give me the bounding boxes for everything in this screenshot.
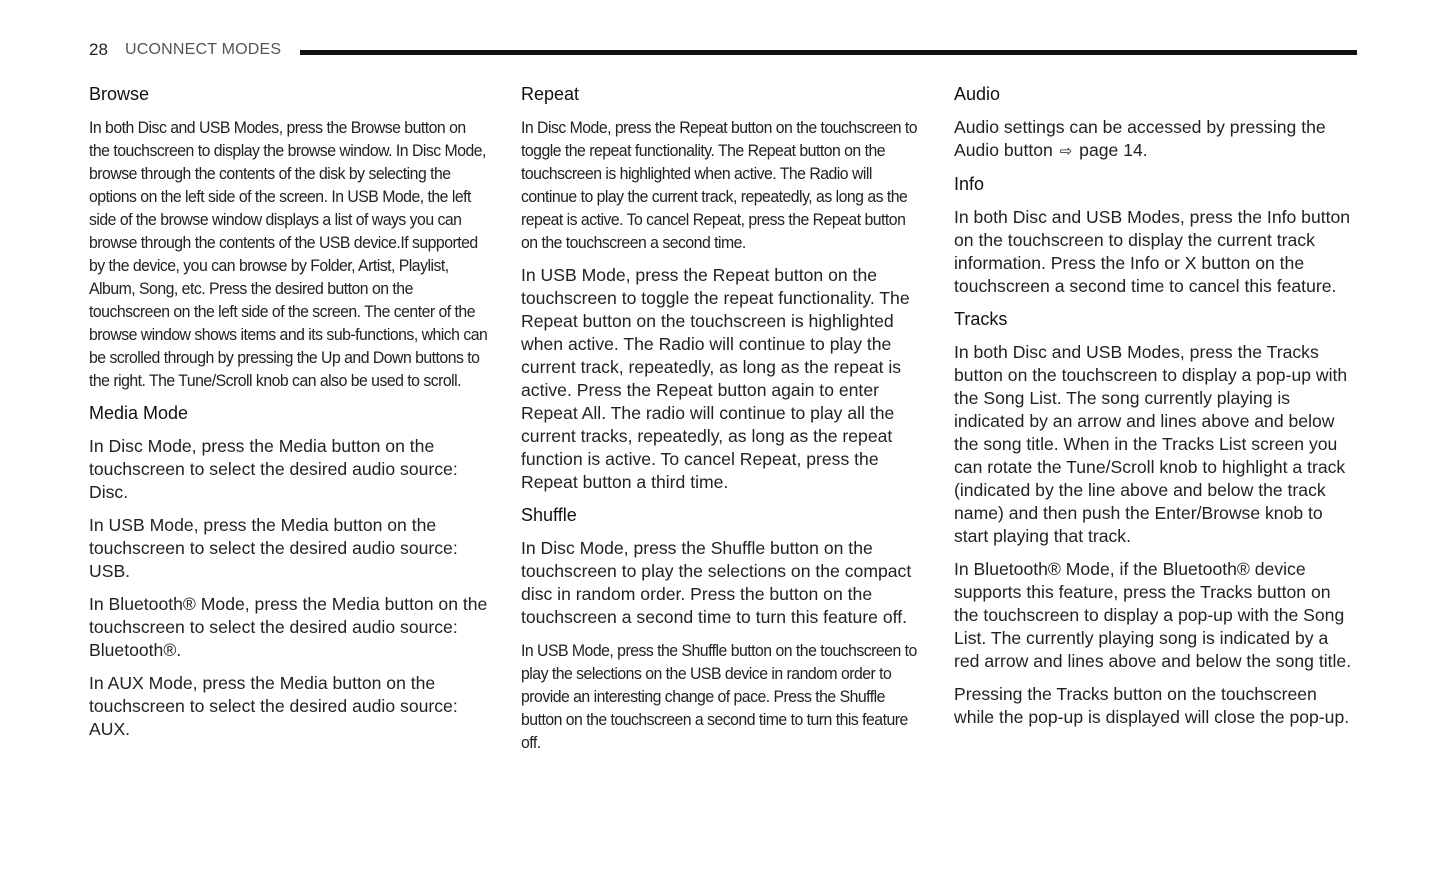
media-mode-heading: Media Mode [89,403,189,423]
media-bluetooth-paragraph: In Bluetooth® Mode, press the Media button on the touchscreen to select the desired audio source: Bluetooth®. [89,594,488,660]
page-reference-arrow-icon: ⇨ [1059,143,1073,160]
header-rule [300,50,1357,55]
audio-heading: Audio [954,84,1001,104]
tracks-heading: Tracks [954,309,1008,329]
column-right [954,83,1354,739]
shuffle-heading: Shuffle [521,505,577,525]
repeat-disc-paragraph: In Disc Mode, press the Repeat button on the touchscreen to toggle the repeat functionality. The Repeat button on the touchscreen is highlighted when active. The Radio will continue to play the current track, repeatedly, as long as the repeat is active. To cancel Repeat, press the Repeat button on the touchscreen a second time. [521,118,918,252]
audio-text: Audio settings can be accessed by pressing the Audio button [954,117,1326,160]
media-disc-paragraph: In Disc Mode, press the Media button on the touchscreen to select the desired audio source: Disc. [89,436,458,502]
shuffle-usb-paragraph: In USB Mode, press the Shuffle button on the touchscreen to play the selections on the USB device in random order to provide an interesting change of pace. Press the Shuffle button on the touchscreen a second time to turn this feature off. [521,641,917,752]
info-heading: Info [954,174,985,194]
repeat-heading: Repeat [521,84,580,104]
column-left [89,83,489,751]
page-number: 28 [89,40,108,59]
media-usb-paragraph: In USB Mode, press the Media button on the touchscreen to select the desired audio source: USB. [89,515,458,581]
media-aux-paragraph: In AUX Mode, press the Media button on the touchscreen to select the desired audio source: AUX. [89,673,458,739]
audio-paragraph [954,116,1354,163]
shuffle-disc-paragraph: In Disc Mode, press the Shuffle button on the touchscreen to play the selections on the compact disc in random order. Press the button on the touchscreen a second time to turn this feature off. [521,538,912,627]
tracks-close-paragraph: Pressing the Tracks button on the touchscreen while the pop-up is displayed will close the pop-up. [954,684,1350,727]
repeat-usb-paragraph: In USB Mode, press the Repeat button on the touchscreen to toggle the repeat functionality. The Repeat button on the touchscreen is highlighted when active. The Radio will continue to play the current track, repeatedly, as long as the repeat is active. Press the Repeat button again to enter Repeat All. The radio will continue to play all the current tracks, repeatedly, as long as the repeat function is active. To cancel Repeat, press the Repeat button a third time. [521,265,910,492]
info-paragraph: In both Disc and USB Modes, press the Info button on the touchscreen to display the current track information. Press the Info or X button on the touchscreen a second time to cancel this feature. [954,207,1351,296]
page-header [89,38,1357,64]
tracks-bluetooth-paragraph: In Bluetooth® Mode, if the Bluetooth® device supports this feature, press the Tracks button on the touchscreen to display a pop-up with the Song List. The currently playing song is indicated by a red arrow and lines above and below the song title. [954,559,1352,671]
browse-paragraph: In both Disc and USB Modes, press the Browse button on the touchscreen to display the browse window. In Disc Mode, browse through the contents of the disk by selecting the options on the left side of the screen. In USB Mode, the left side of the browse window displays a list of ways you can browse through the contents of the USB device.If supported by the device, you can browse by Folder, Artist, Playlist, Album, Song, etc. Press the desired button on the touchscreen on the left side of the screen. The center of the browse window shows items and its sub-functions, which can be scrolled through by pressing the Up and Down buttons to the right. The Tune/Scroll knob can also be used to scroll. [89,118,488,390]
audio-page-reference: page 14. [1079,140,1148,160]
tracks-disc-usb-paragraph: In both Disc and USB Modes, press the Tracks button on the touchscreen to display a pop-up with the Song List. The song currently playing is indicated by an arrow and lines above and below the song title. When in the Tracks List screen you can rotate the Tune/Scroll knob to highlight a track (indicated by the line above and below the track name) and then push the Enter/Browse knob to start playing that track. [954,342,1348,546]
column-middle [521,83,921,764]
browse-heading: Browse [89,84,150,104]
section-title: UCONNECT MODES [125,41,282,58]
